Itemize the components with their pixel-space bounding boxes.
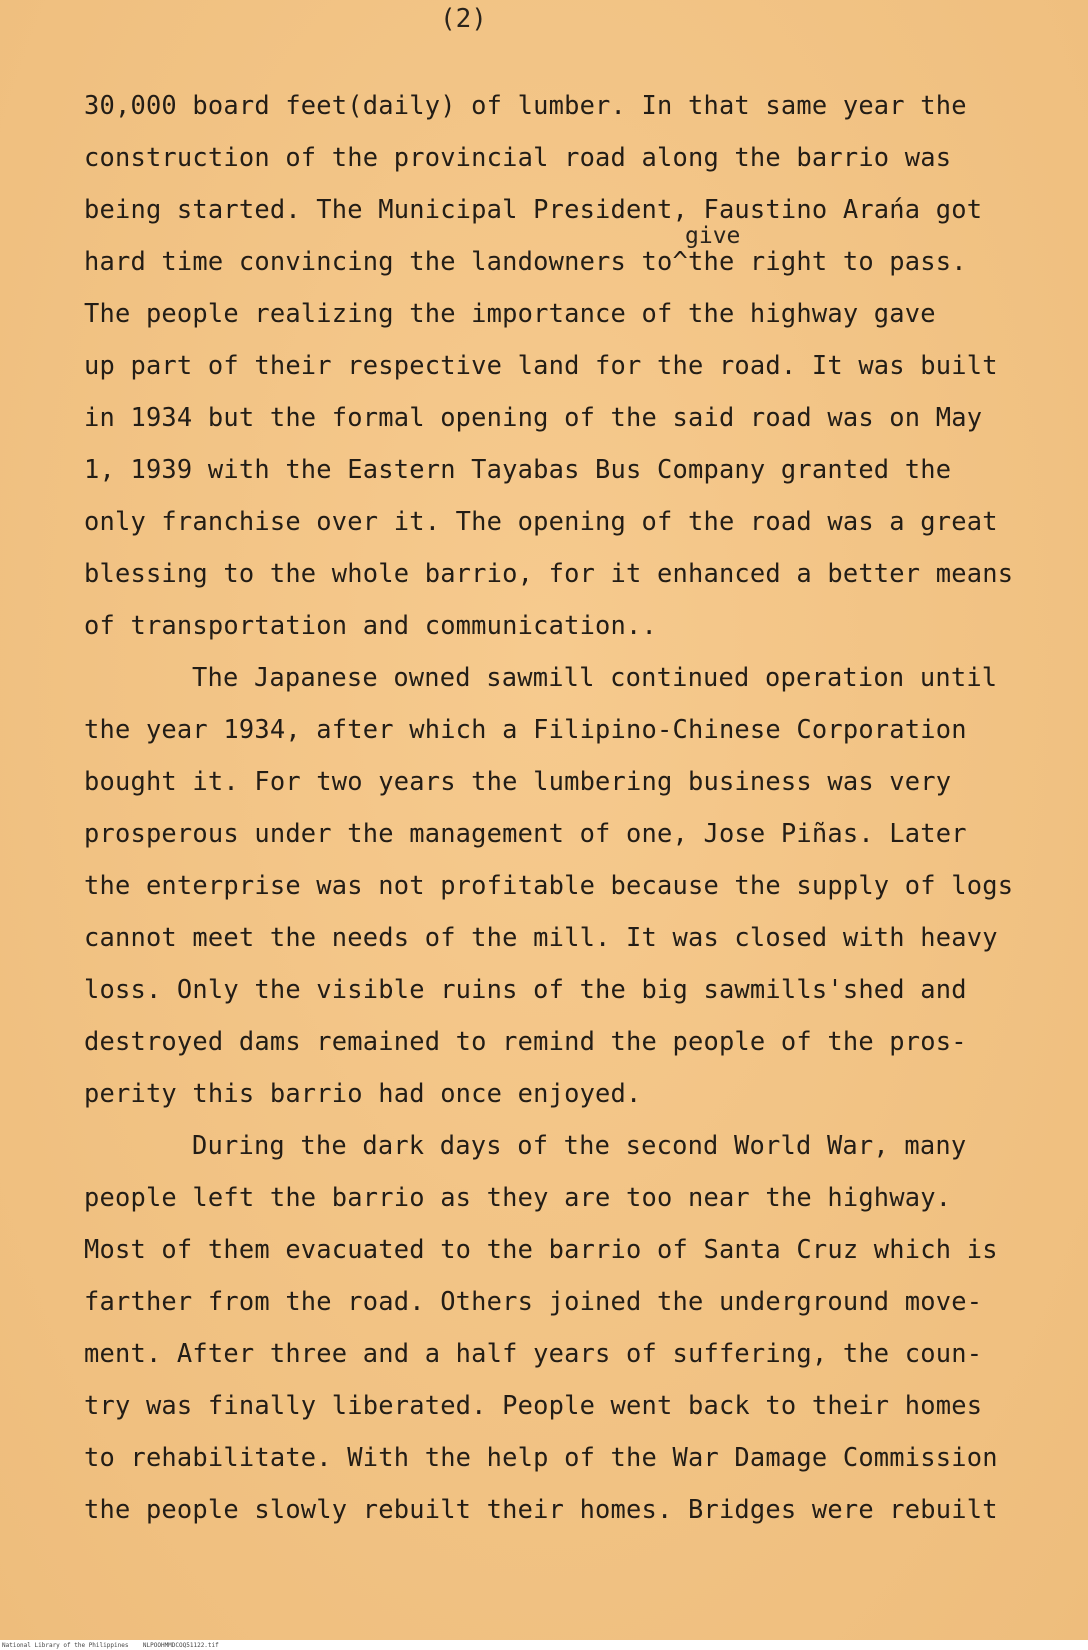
text-line: ment. After three and a half years of suffering, the coun- (84, 1338, 983, 1368)
text-line: bought it. For two years the lumbering business was very (84, 766, 952, 796)
text-line: hard time convincing the landowners to^the right to pass. (84, 246, 967, 276)
text-line: of transportation and communication.. (84, 610, 657, 640)
text-line: try was finally liberated. People went back to their homes (84, 1390, 983, 1420)
text-line: to rehabilitate. With the help of the War Damage Commission (84, 1442, 998, 1472)
text-line: people left the barrio as they are too near the highway. (84, 1182, 952, 1212)
handwritten-insertion: give (685, 223, 741, 249)
text-line: cannot meet the needs of the mill. It was closed with heavy (84, 922, 998, 952)
paragraph-start-line: During the dark days of the second World War, many (192, 1130, 967, 1160)
footer-library-name: National Library of the Philippines (2, 1642, 129, 1649)
text-line: perity this barrio had once enjoyed. (84, 1078, 642, 1108)
text-line: in 1934 but the formal opening of the said road was on May (84, 402, 983, 432)
text-line: The people realizing the importance of the highway gave (84, 298, 936, 328)
text-line: up part of their respective land for the road. It was built (84, 350, 998, 380)
text-line: 30,000 board feet(daily) of lumber. In that same year the (84, 90, 967, 120)
footer-library (2, 1642, 219, 1649)
text-line: construction of the provincial road along the barrio was (84, 142, 952, 172)
text-line: loss. Only the visible ruins of the big sawmills'shed and (84, 974, 967, 1004)
text-line: the enterprise was not profitable because the supply of logs (84, 870, 1014, 900)
text-line: being started. The Municipal President, Faustino Arańa got (84, 194, 983, 224)
paragraph-start-line: The Japanese owned sawmill continued operation until (192, 662, 998, 692)
text-line: the year 1934, after which a Filipino-Chinese Corporation (84, 714, 967, 744)
text-line: Most of them evacuated to the barrio of Santa Cruz which is (84, 1234, 998, 1264)
text-line: prosperous under the management of one, Jose Piñas. Later (84, 818, 967, 848)
text-line: only franchise over it. The opening of the road was a great (84, 506, 998, 536)
text-line: farther from the road. Others joined the underground move- (84, 1286, 983, 1316)
text-line: 1, 1939 with the Eastern Tayabas Bus Company granted the (84, 454, 952, 484)
text-line: blessing to the whole barrio, for it enhanced a better means (84, 558, 1014, 588)
page-number: (2) (440, 4, 487, 34)
text-line: the people slowly rebuilt their homes. Bridges were rebuilt (84, 1494, 998, 1524)
footer-file-name: NLPOOHMMDCOQ51122.tif (142, 1642, 219, 1649)
text-line: destroyed dams remained to remind the people of the pros- (84, 1026, 967, 1056)
